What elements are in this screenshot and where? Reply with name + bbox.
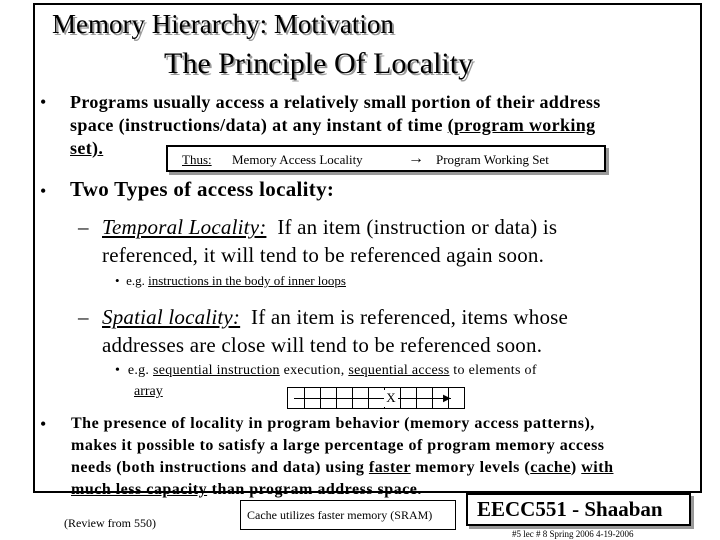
presence-line-2: makes it possible to satisfy a large percentage of program memory access	[71, 437, 605, 454]
presence-line-1: The presence of locality in program behavior (memory access patterns),	[71, 415, 595, 432]
spatial-line-2: addresses are close will tend to be referenced soon.	[102, 333, 543, 357]
spatial-array-word: array	[134, 384, 163, 399]
programs-line-2: space (instructions/data) at any instant of time (program working	[70, 115, 596, 135]
slide-kicker: Memory Hierarchy: Motivation	[52, 9, 394, 39]
bullet-dot: •	[40, 92, 47, 112]
arrow-right-icon: ▶	[443, 393, 451, 404]
thus-label: Thus:	[182, 152, 212, 167]
spatial-example: • e.g. sequential instruction execution, sequential access to elements of	[115, 363, 537, 378]
spatial-dash: –	[78, 305, 89, 329]
programs-line-1: Programs usually access a relatively small portion of their address	[70, 92, 601, 112]
presence-paragraph	[71, 413, 613, 501]
course-badge	[466, 493, 691, 526]
thus-to: Program Working Set	[436, 152, 549, 167]
cache-note-box	[240, 500, 456, 530]
course-title: EECC551 - Shaaban	[477, 497, 663, 521]
temporal-line-2: referenced, it will tend to be referenced again soon.	[102, 243, 545, 267]
thus-from: Memory Access Locality	[232, 152, 363, 167]
bullet-dot: •	[40, 414, 47, 434]
temporal-line-1: Temporal Locality: If an item (instruction or data) is	[102, 215, 558, 239]
array-x-marker: X	[384, 390, 398, 407]
review-note: (Review from 550)	[64, 516, 156, 530]
temporal-example: • e.g. instructions in the body of inner loops	[115, 273, 346, 288]
array-access-arrow	[294, 398, 451, 399]
thus-callout	[166, 145, 606, 172]
types-heading: Two Types of access locality:	[70, 177, 335, 201]
bullet-dot: •	[40, 181, 47, 201]
slide-title: The Principle Of Locality	[164, 47, 474, 80]
presence-line-3: needs (both instructions and data) using faster memory levels (cache) with	[71, 459, 614, 476]
spatial-line-1: Spatial locality: If an item is referenced, items whose	[102, 305, 569, 329]
programs-line-3: set).	[70, 138, 104, 158]
presence-line-4: much less capacity than program address space.	[71, 481, 422, 498]
arrow-right-icon: →	[408, 150, 424, 167]
cache-note: Cache utilizes faster memory (SRAM)	[247, 508, 433, 522]
array-diagram	[287, 387, 465, 409]
temporal-dash: –	[78, 215, 89, 239]
slide-info: #5 lec # 8 Spring 2006 4-19-2006	[512, 529, 634, 539]
